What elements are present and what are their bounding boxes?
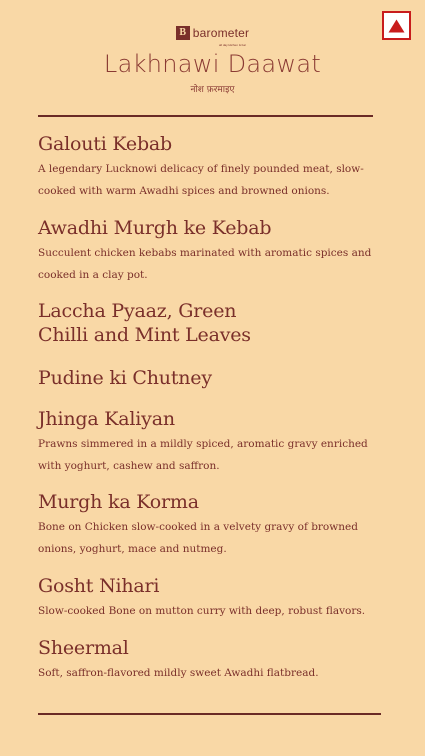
divider-bottom [38, 713, 381, 715]
menu-item-description: Prawns simmered in a mildly spiced, aromatic gravy enriched with yoghurt, cashew and saffron. [38, 438, 368, 472]
menu-item-awadhi-murgh-ke-kebab [38, 216, 390, 286]
triangle-up-icon [388, 19, 405, 33]
menu-item-description: Slow-cooked Bone on mutton curry with deep, robust flavors. [38, 605, 366, 617]
menu-item-name: Jhinga Kaliyan [38, 408, 175, 430]
barometer-logo-icon: B [176, 26, 190, 40]
menu-item-name: Galouti Kebab [38, 133, 172, 155]
menu-item-description: Soft, saffron-flavored mildly sweet Awadhi flatbread. [38, 667, 319, 679]
menu-item-sheermal [38, 636, 390, 684]
menu-item-pudine-ki-chutney [38, 366, 390, 390]
menu-item-description: A legendary Lucknowi delicacy of finely pounded meat, slow-cooked with warm Awadhi spices and browned onions. [38, 163, 364, 197]
divider-top [38, 115, 373, 117]
menu-item-laccha-pyaaz [38, 299, 288, 347]
brand-tagline: all day kitchen & bar [218, 43, 246, 47]
menu-item-gosht-nihari [38, 574, 390, 622]
menu-item-murgh-ka-korma [38, 490, 390, 560]
menu-item-name: Awadhi Murgh ke Kebab [38, 217, 272, 239]
menu-item-description: Succulent chicken kebabs marinated with aromatic spices and cooked in a clay pot. [38, 247, 372, 281]
menu-item-name: Pudine ki Chutney [38, 367, 212, 389]
back-to-top-button[interactable] [382, 11, 411, 40]
menu-title: Lakhnawi Daawat [103, 50, 322, 78]
menu-item-description: Bone on Chicken slow-cooked in a velvety gravy of browned onions, yoghurt, mace and nutmeg. [38, 521, 358, 555]
menu-item-name: Gosht Nihari [38, 575, 160, 597]
brand-logo-group [0, 26, 425, 40]
menu-subtitle: नोश फ़रमाइए [190, 85, 235, 95]
brand-name: barometer [192, 26, 250, 40]
menu-item-name: Sheermal [38, 637, 129, 659]
menu-item-jhinga-kaliyan [38, 407, 390, 477]
menu-item-galouti-kebab [38, 132, 390, 202]
menu-item-name: Murgh ka Korma [38, 491, 199, 513]
menu-item-name: Laccha Pyaaz, Green Chilli and Mint Leaves [38, 300, 251, 346]
